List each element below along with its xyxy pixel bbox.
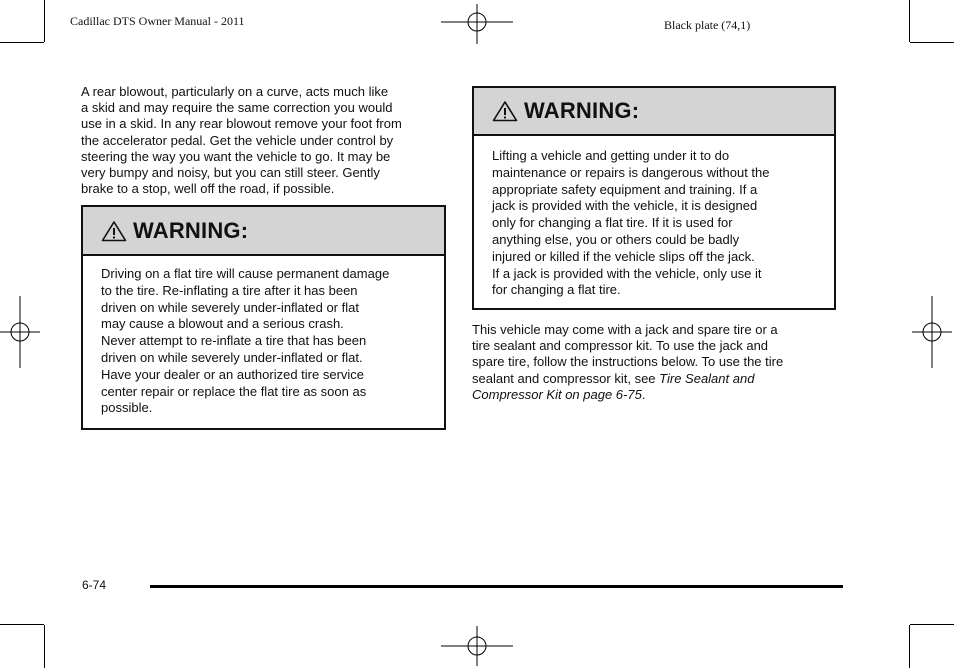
crop-mark <box>909 0 910 42</box>
crop-mark <box>910 624 954 625</box>
text-line: If a jack is provided with the vehicle, only use it <box>492 265 762 281</box>
flat-tire-warning-box <box>81 205 446 430</box>
warning-body <box>83 256 444 417</box>
text-line: tire sealant and compressor kit. To use the jack and <box>472 338 769 354</box>
warning-title: WARNING: <box>524 98 640 123</box>
registration-mark-icon <box>441 4 513 44</box>
text-line: Never attempt to re-inflate a tire that has been <box>101 333 367 349</box>
header-plate: Black plate (74,1) <box>664 18 751 32</box>
text-line: maintenance or repairs is dangerous without the <box>492 164 770 180</box>
text-line: only for changing a flat tire. If it is used for <box>492 215 733 231</box>
registration-mark-icon <box>0 296 40 368</box>
text-line: A rear blowout, particularly on a curve, acts much like <box>81 84 389 99</box>
crop-mark <box>909 625 910 668</box>
text-line: driven on while severely under-inflated or flat. <box>101 349 363 365</box>
text-line: steering the way you want the vehicle to go. It may be <box>81 148 391 164</box>
text-line <box>472 387 842 403</box>
text-line: This vehicle may come with a jack and spare tire or a <box>472 322 778 337</box>
blowout-paragraph <box>81 84 451 197</box>
crop-mark <box>0 42 44 43</box>
text-line: brake to a stop, well off the road, if possible. <box>81 181 335 197</box>
text-line: use in a skid. In any rear blowout remove your foot from <box>81 116 402 132</box>
text-line: spare tire, follow the instructions below. To use the tire <box>472 354 784 370</box>
text-line: center repair or replace the flat tire as soon as <box>101 383 367 399</box>
page-number: 6-74 <box>82 578 107 592</box>
jack-warning-box <box>472 86 836 310</box>
text-line: very bumpy and noisy, but you can still steer. Gently <box>81 165 380 181</box>
crop-mark <box>0 624 44 625</box>
text-line: a skid and may require the same correction you would <box>81 100 393 116</box>
text-line: injured or killed if the vehicle slips off the jack. <box>492 248 755 264</box>
registration-mark-icon <box>912 296 952 368</box>
footer-rule <box>150 585 843 588</box>
text-line: Have your dealer or an authorized tire service <box>101 366 365 382</box>
text-line: may cause a blowout and a serious crash. <box>101 316 344 332</box>
text-line <box>472 371 842 387</box>
tire-sealant-link-continued[interactable]: Compressor Kit on page 6-75 <box>472 386 642 402</box>
warning-triangle-icon <box>492 100 518 122</box>
crop-mark <box>44 0 45 42</box>
text-line: the accelerator pedal. Get the vehicle under control by <box>81 132 394 148</box>
text-line: for changing a flat tire. <box>492 282 621 298</box>
text-line: possible. <box>101 400 153 416</box>
text-fragment: . <box>641 386 646 402</box>
warning-header <box>474 88 834 136</box>
text-line: jack is provided with the vehicle, it is designed <box>492 198 758 214</box>
text-line: to the tire. Re-inflating a tire after it has been <box>101 282 358 298</box>
text-line: appropriate safety equipment and training. If a <box>492 181 758 197</box>
warning-title: WARNING: <box>133 217 249 243</box>
crop-mark <box>910 42 954 43</box>
tire-sealant-link[interactable]: Tire Sealant and <box>659 370 755 386</box>
text-line: Driving on a flat tire will cause permanent damage <box>101 266 390 281</box>
crop-mark <box>44 625 45 668</box>
jack-paragraph <box>472 322 842 403</box>
header-title: Cadillac DTS Owner Manual - 2011 <box>70 14 245 28</box>
warning-triangle-icon <box>101 220 127 242</box>
registration-mark-icon <box>441 626 513 666</box>
text-line: anything else, you or others could be badly <box>492 231 740 247</box>
warning-header <box>83 207 444 256</box>
text-line: driven on while severely under-inflated or flat <box>101 299 359 315</box>
warning-body <box>474 136 834 299</box>
text-fragment: sealant and compressor kit, see <box>472 370 660 386</box>
text-line: Lifting a vehicle and getting under it to do <box>492 148 730 163</box>
